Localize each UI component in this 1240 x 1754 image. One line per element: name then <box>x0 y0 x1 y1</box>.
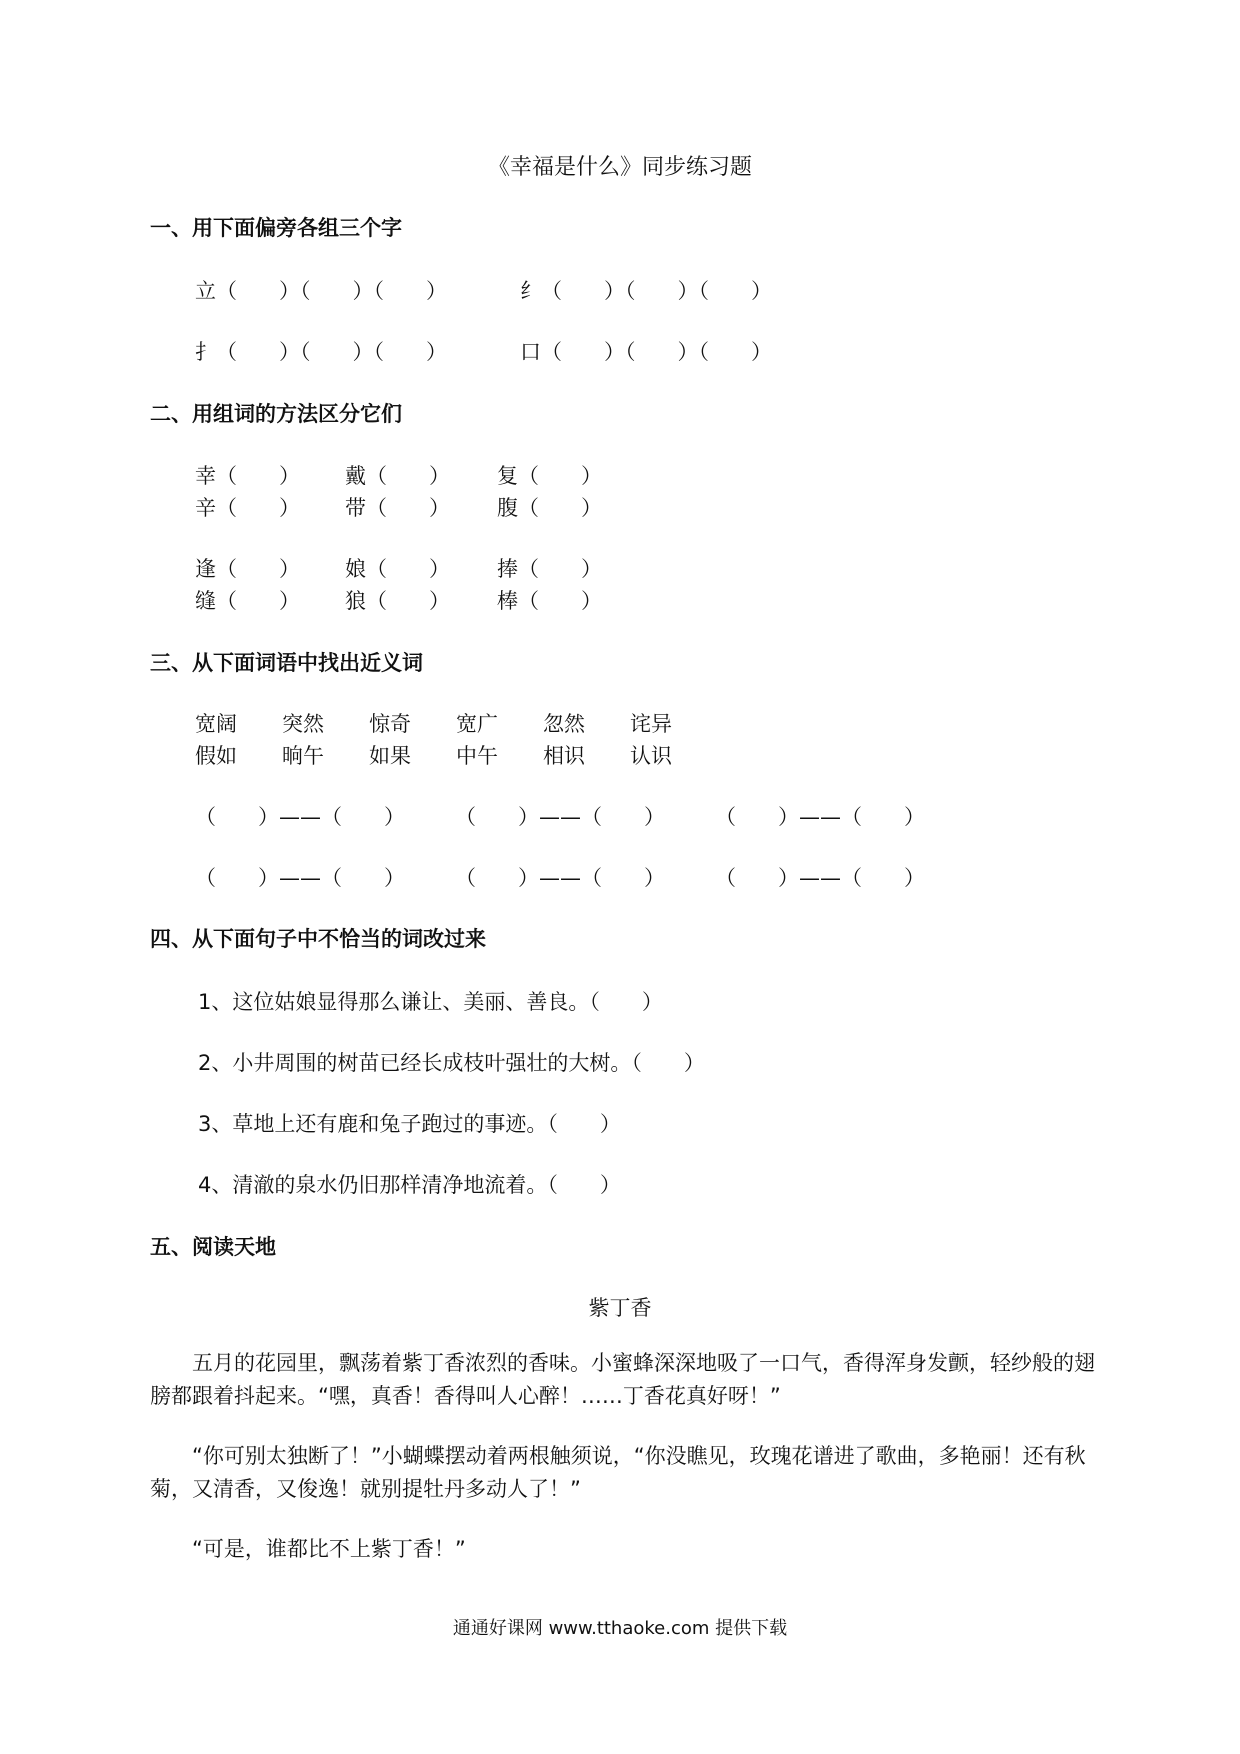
pair-item: 棒（ ） <box>497 589 602 613</box>
synonym-blank: （ ）——（ ） <box>195 805 405 829</box>
section-heading-3: 三、从下面词语中找出近义词 <box>150 651 423 675</box>
reading-paragraph: “你可别太独断了！”小蝴蝶摆动着两根触须说，“你没瞧见，玫瑰花谱进了歌曲，多艳丽！还有秋菊，又清香，又俊逸！就别提牡丹多动人了！” <box>150 1444 1086 1501</box>
synonym-word: 假如 <box>195 744 237 768</box>
synonym-blank: （ ）——（ ） <box>715 866 925 890</box>
pair-item: 复（ ） <box>497 464 602 488</box>
reading-title: 紫丁香 <box>588 1296 652 1320</box>
pair-item: 狼（ ） <box>345 589 450 613</box>
reading-paragraph: “可是，谁都比不上紫丁香！” <box>192 1537 466 1561</box>
radical-item: 扌（ ）（ ）（ ） <box>195 340 447 364</box>
pair-item: 娘（ ） <box>345 557 450 581</box>
synonym-word: 晌午 <box>282 744 324 768</box>
section-heading-1: 一、用下面偏旁各组三个字 <box>150 216 402 240</box>
page-title: 《幸福是什么》同步练习题 <box>487 155 752 180</box>
synonym-blank: （ ）——（ ） <box>455 866 665 890</box>
synonym-word: 如果 <box>369 744 411 768</box>
synonym-word: 中午 <box>456 744 498 768</box>
pair-item: 逢（ ） <box>195 557 300 581</box>
synonym-word: 认识 <box>630 744 672 768</box>
section-heading-5: 五、阅读天地 <box>150 1235 276 1259</box>
sentence-item: 2、小井周围的树苗已经长成枝叶强壮的大树。（ ） <box>198 1051 705 1075</box>
synonym-word: 忽然 <box>543 712 585 736</box>
sentence-item: 3、草地上还有鹿和兔子跑过的事迹。（ ） <box>198 1112 621 1136</box>
sentence-item: 1、这位姑娘显得那么谦让、美丽、善良。（ ） <box>198 990 663 1014</box>
section-heading-2: 二、用组词的方法区分它们 <box>150 402 402 426</box>
pair-item: 带（ ） <box>345 496 450 520</box>
radical-item: 立（ ）（ ）（ ） <box>195 279 447 303</box>
reading-paragraph: 五月的花园里，飘荡着紫丁香浓烈的香味。小蜜蜂深深地吸了一口气，香得浑身发颤，轻纱般的翅膀都跟着抖起来。“嘿，真香！香得叫人心醉！……丁香花真好呀！” <box>150 1351 1095 1408</box>
synonym-blank: （ ）——（ ） <box>195 866 405 890</box>
radical-item: 纟（ ）（ ）（ ） <box>520 279 772 303</box>
pair-item: 捧（ ） <box>497 557 602 581</box>
pair-item: 腹（ ） <box>497 496 602 520</box>
synonym-blank: （ ）——（ ） <box>455 805 665 829</box>
pair-item: 戴（ ） <box>345 464 450 488</box>
synonym-word: 相识 <box>543 744 585 768</box>
pair-item: 缝（ ） <box>195 589 300 613</box>
section-heading-4: 四、从下面句子中不恰当的词改过来 <box>150 927 486 951</box>
radical-item: 口（ ）（ ）（ ） <box>520 340 772 364</box>
synonym-word: 突然 <box>282 712 324 736</box>
sentence-item: 4、清澈的泉水仍旧那样清净地流着。（ ） <box>198 1173 621 1197</box>
synonym-word: 宽阔 <box>195 712 237 736</box>
synonym-blank: （ ）——（ ） <box>715 805 925 829</box>
pair-item: 辛（ ） <box>195 496 300 520</box>
synonym-word: 宽广 <box>456 712 498 736</box>
synonym-word: 惊奇 <box>369 712 411 736</box>
pair-item: 幸（ ） <box>195 464 300 488</box>
synonym-word: 诧异 <box>630 712 672 736</box>
footer-credit: 通通好课网 www.tthaoke.com 提供下载 <box>452 1618 788 1639</box>
